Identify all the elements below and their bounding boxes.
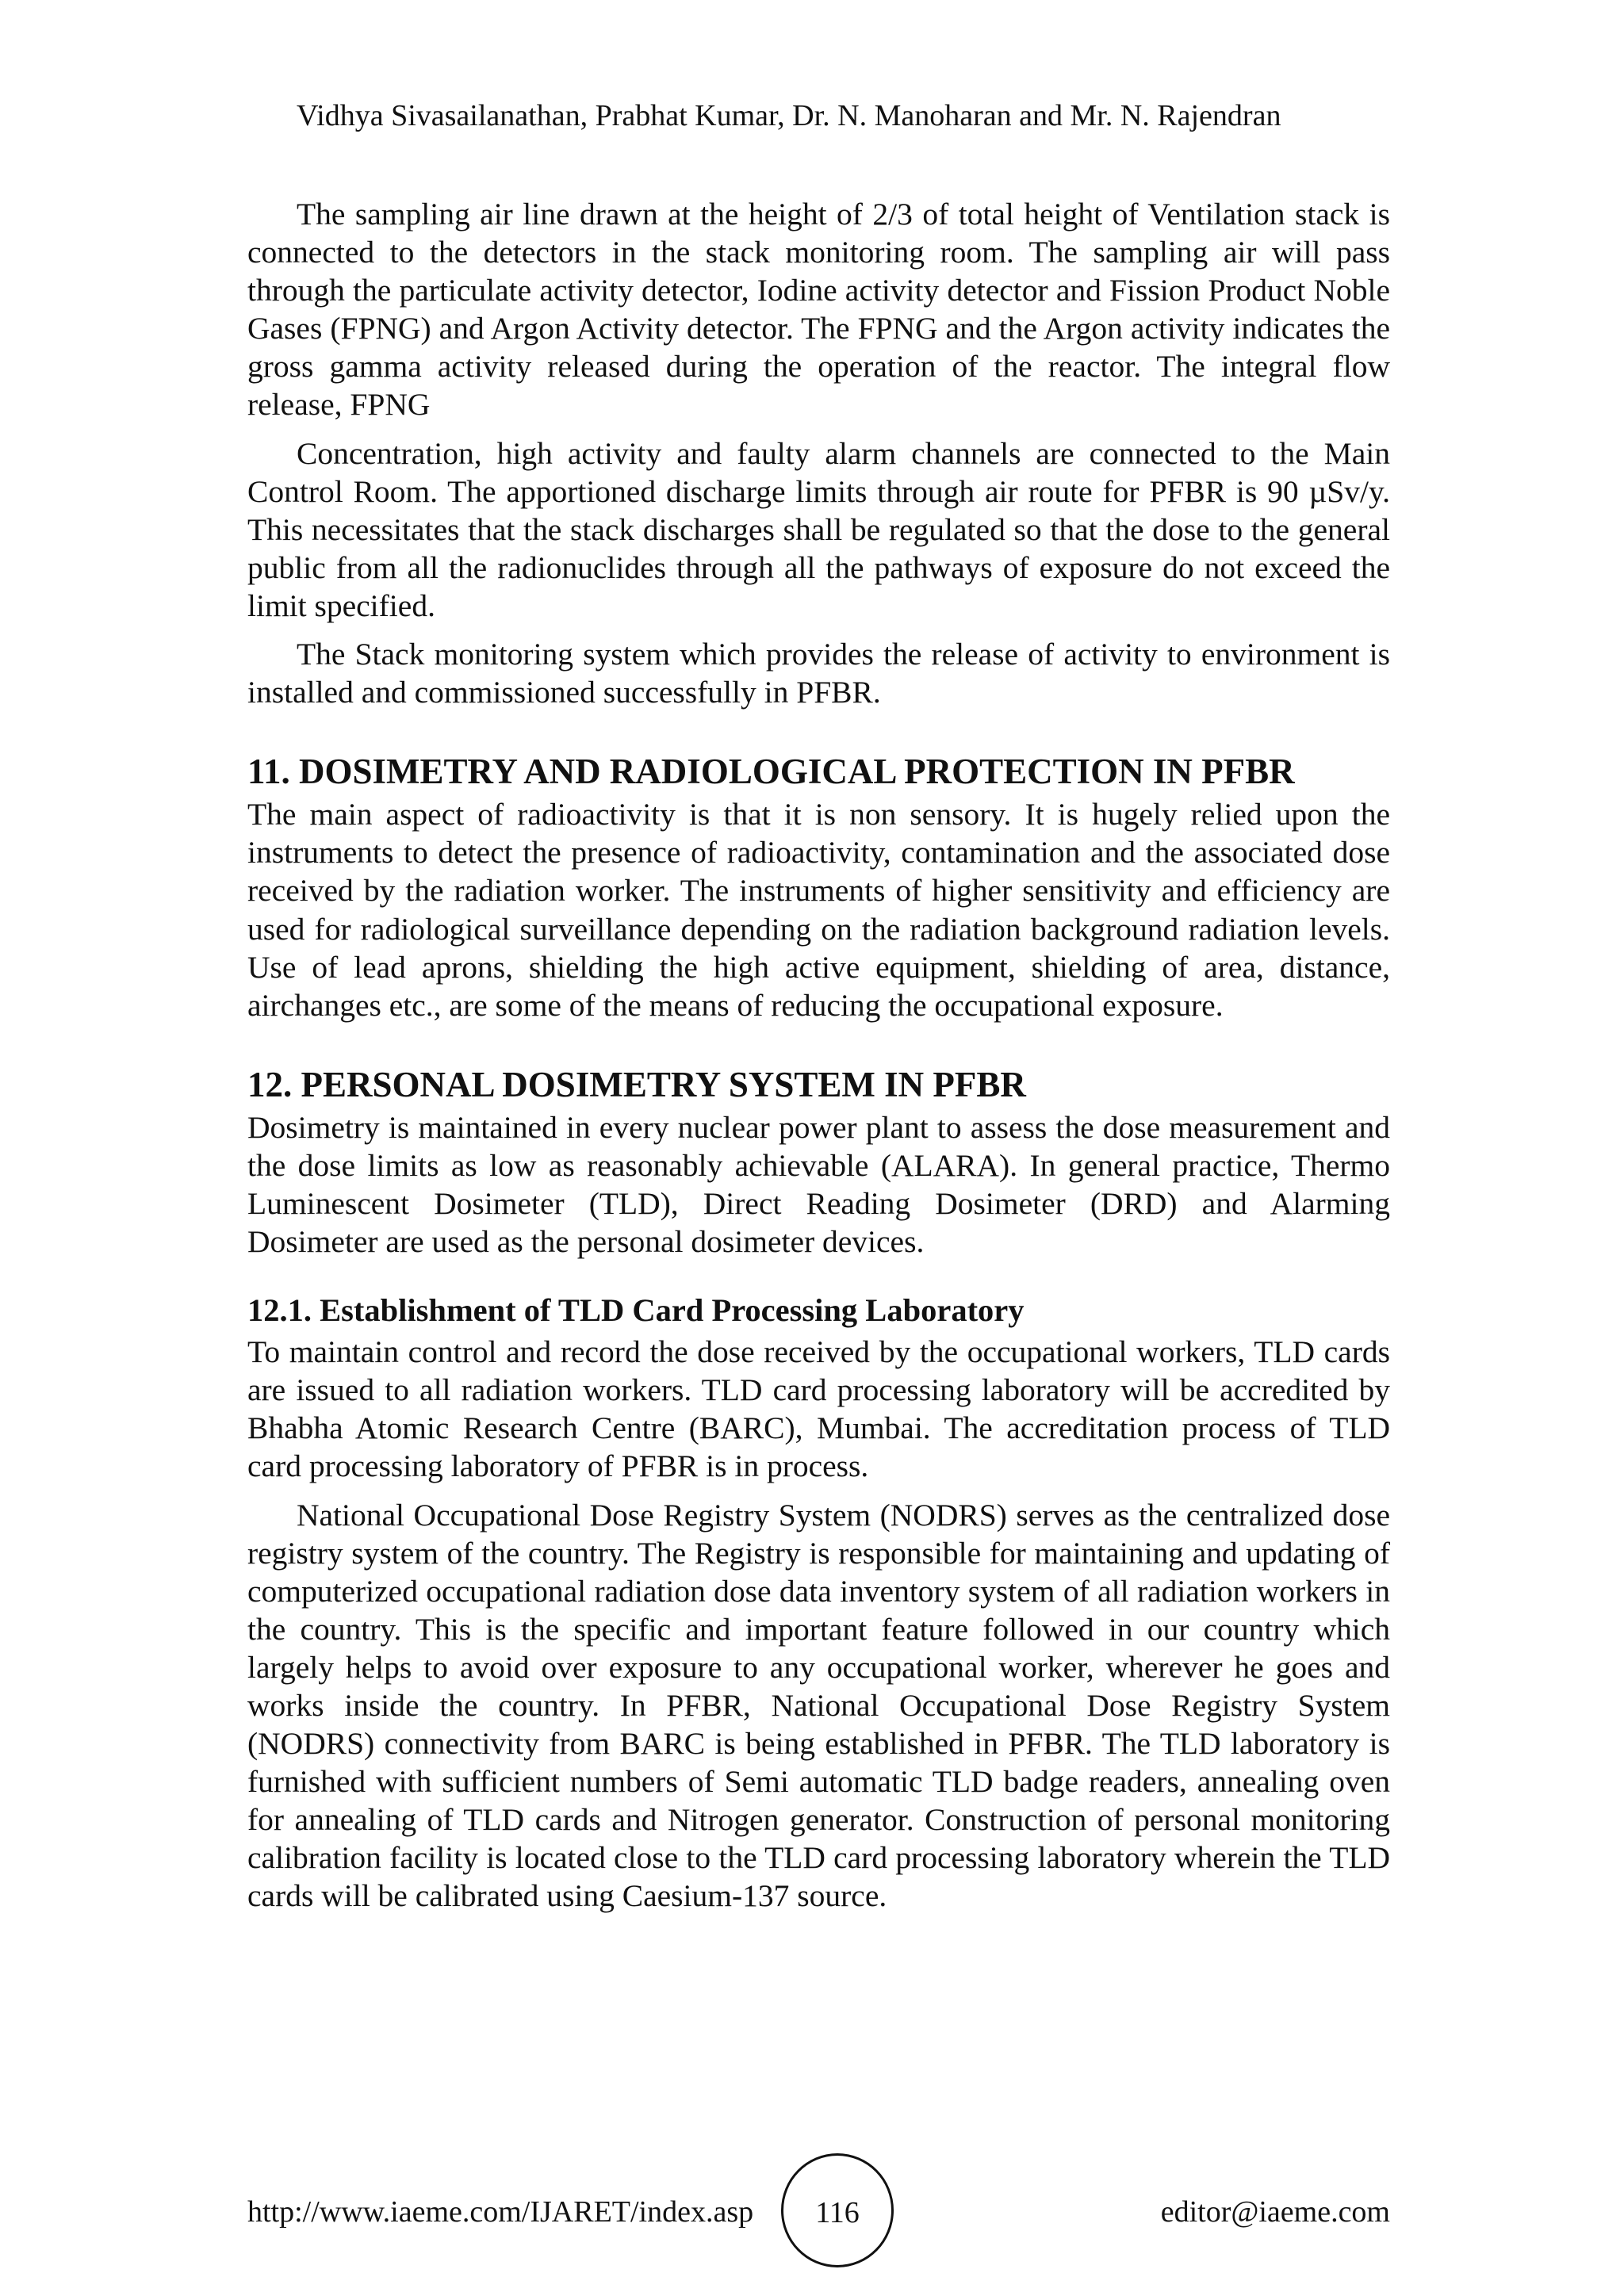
page-footer [247, 2153, 1390, 2272]
paragraph-concentration-alarms: Concentration, high activity and faulty alarm channels are connected to the Main Control Room. The apportioned discharge limits through air route for PFBR is 90 µSv/y. This necessitates that the stack discharges shall be regulated so that the dose to the general public from all the radionuclides through all the pathways of exposure do not exceed the limit specified. [247, 435, 1390, 623]
paragraph-section-12: Dosimetry is maintained in every nuclear power plant to assess the dose measurement and the dose limits as low as reasonably achievable (ALARA). In general practice, Thermo Luminescent Dosimeter (TLD), Direct Reading Dosimeter (DRD) and Alarming Dosimeter are used as the personal dosimeter devices. [247, 1109, 1390, 1260]
paragraph-nodrs: National Occupational Dose Registry System (NODRS) serves as the centralized dose registry system of the country. The Registry is responsible for maintaining and updating of computerized occupational radiation dose data inventory system of all radiation workers in the country. This is the specific and important feature followed in our country which largely helps to avoid over exposure to any occupational worker, wherever he goes and works inside the country. In PFBR, National Occupational Dose Registry System (NODRS) connectivity from BARC is being established in PFBR. The TLD laboratory is furnished with sufficient numbers of Semi automatic TLD badge readers, annealing oven for annealing of TLD cards and Nitrogen generator. Construction of personal monitoring calibration facility is located close to the TLD card processing laboratory wherein the TLD cards will be calibrated using Caesium-137 source. [247, 1497, 1390, 1914]
page-number: 116 [815, 2196, 860, 2229]
paragraph-tld-cards: To maintain control and record the dose received by the occupational workers, TLD cards are issued to all radiation workers. TLD card processing laboratory will be accredited by Bhabha Atomic Research Centre (BARC), Mumbai. The accreditation process of TLD card processing laboratory of PFBR is in process. [247, 1334, 1390, 1484]
paragraph-stack-monitoring: The Stack monitoring system which provides the release of activity to environment is installed and commissioned successfully in PFBR. [247, 637, 1390, 710]
footer-email-link[interactable]: editor@iaeme.com [1160, 2195, 1390, 2229]
page-number-circle [781, 2153, 894, 2267]
running-header-authors: Vidhya Sivasailanathan, Prabhat Kumar, Dr. N. Manoharan and Mr. N. Rajendran [297, 99, 1281, 132]
page-body [247, 195, 1390, 1915]
paragraph-sampling-air-line: The sampling air line drawn at the height of 2/3 of total height of Ventilation stack is connected to the detectors in the stack monitoring room. The sampling air will pass through the particulate activity detector, Iodine activity detector and Fission Product Noble Gases (FPNG) and Argon Activity detector. The FPNG and the Argon activity indicates the gross gamma activity released during the operation of the reactor. The integral flow release, FPNG [247, 197, 1390, 423]
paragraph-section-11: The main aspect of radioactivity is that it is non sensory. It is hugely relied upon the instruments to detect the presence of radioactivity, contamination and the associated dose received by the radiation worker. The instruments of higher sensitivity and efficiency are used for radiological surveillance depending on the radiation background radiation levels. Use of lead aprons, shielding the high active equipment, shielding of area, distance, airchanges etc., are some of the means of reducing the occupational exposure. [247, 797, 1390, 1023]
heading-section-12-1: 12.1. Establishment of TLD Card Processing Laboratory [247, 1292, 1025, 1329]
footer-journal-link[interactable]: http://www.iaeme.com/IJARET/index.asp [247, 2195, 754, 2229]
heading-section-11: 11. DOSIMETRY AND RADIOLOGICAL PROTECTION IN PFBR [247, 752, 1295, 792]
heading-section-12: 12. PERSONAL DOSIMETRY SYSTEM IN PFBR [247, 1064, 1026, 1104]
